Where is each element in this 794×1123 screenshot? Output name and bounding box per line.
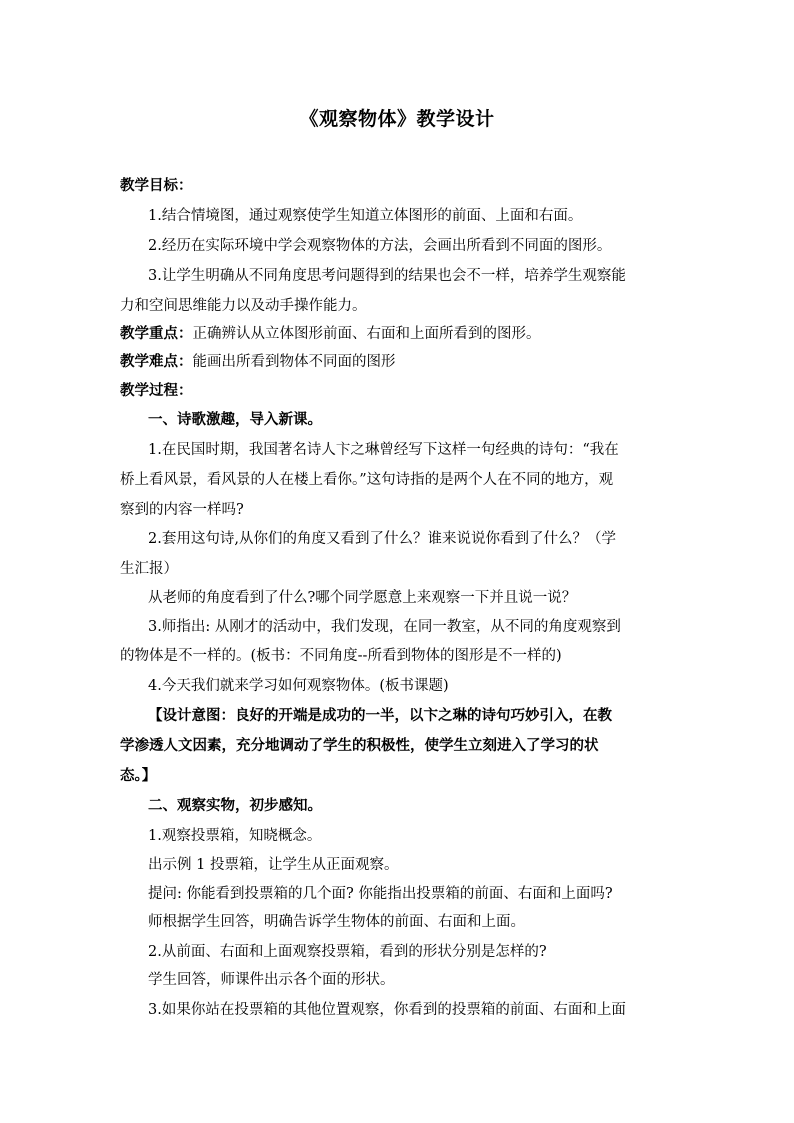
- difficulty: [120, 352, 680, 372]
- paragraph-line: 1.在民国时期，我国著名诗人卞之琳曾经写下这样一句经典的诗句：“我在: [148, 442, 619, 458]
- goal-item: 3.让学生明确从不同角度思考问题得到的结果也会不一样，培养学生观察能: [148, 268, 626, 284]
- paragraph-line: 3.师指出: 从刚才的活动中，我们发现，在同一教室，从不同的角度观察到: [148, 619, 621, 635]
- paragraph-line: 生汇报）: [120, 561, 178, 577]
- difficulty-label: 教学难点：: [120, 353, 193, 370]
- key-point-label: 教学重点：: [120, 325, 193, 342]
- paragraph-line: 4.今天我们就来学习如何观察物体。(板书课题): [148, 678, 449, 694]
- paragraph-line: 桥上看风景，看风景的人在楼上看你。”这句诗指的是两个人在不同的地方，观: [120, 472, 614, 488]
- section-heading: 二、观察实物，初步感知。: [148, 797, 322, 814]
- paragraph-line: 2.套用这句诗,从你们的角度又看到了什么？谁来说说你看到了什么？（学: [148, 531, 616, 547]
- paragraph-line: 察到的内容一样吗?: [120, 502, 244, 518]
- design-intent-line: 态。】: [120, 767, 157, 784]
- paragraph-line: 3.如果你站在投票箱的其他位置观察，你看到的投票箱的前面、右面和上面: [148, 1002, 626, 1018]
- key-point-text: 正确辨认从立体图形前面、右面和上面所看到的图形。: [192, 326, 541, 342]
- difficulty-text: 能画出所看到物体不同面的图形: [192, 354, 396, 370]
- key-point: [120, 324, 680, 344]
- paragraph-line: 学生回答，师课件出示各个面的形状。: [148, 972, 395, 988]
- design-intent-line: 学渗透人文因素，充分地调动了学生的积极性，使学生立刻进入了学习的状: [120, 737, 599, 754]
- goals-heading: 教学目标：: [120, 177, 193, 194]
- goal-item: 2.经历在实际环境中学会观察物体的方法，会画出所看到不同面的图形。: [148, 238, 612, 254]
- paragraph-line: 出示例 1 投票箱，让学生从正面观察。: [148, 857, 399, 873]
- goal-item: 1.结合情境图，通过观察使学生知道立体图形的前面、上面和右面。: [148, 208, 583, 224]
- goal-item-continued: 力和空间思维能力以及动手操作能力。: [120, 298, 367, 314]
- design-intent-line: 【设计意图：良好的开端是成功的一半，以卞之琳的诗句巧妙引入，在教: [148, 707, 612, 724]
- paragraph-line: 2.从前面、右面和上面观察投票箱，看到的形状分别是怎样的?: [148, 944, 547, 960]
- paragraph-line: 提问: 你能看到投票箱的几个面? 你能指出投票箱的前面、右面和上面吗?: [148, 886, 613, 902]
- paragraph-line: 师根据学生回答，明确告诉学生物体的前面、右面和上面。: [148, 914, 525, 930]
- paragraph-line: 的物体是不一样的。(板书：不同角度--所看到物体的图形是不一样的): [120, 648, 562, 664]
- section-heading: 一、诗歌激趣，导入新课。: [148, 411, 322, 428]
- process-heading: 教学过程：: [120, 382, 193, 399]
- paragraph-line: 1.观察投票箱，知晓概念。: [148, 828, 322, 844]
- page-title: 《观察物体》教学设计: [299, 108, 495, 130]
- paragraph-line: 从老师的角度看到了什么?哪个同学愿意上来观察一下并且说一说？: [148, 590, 577, 606]
